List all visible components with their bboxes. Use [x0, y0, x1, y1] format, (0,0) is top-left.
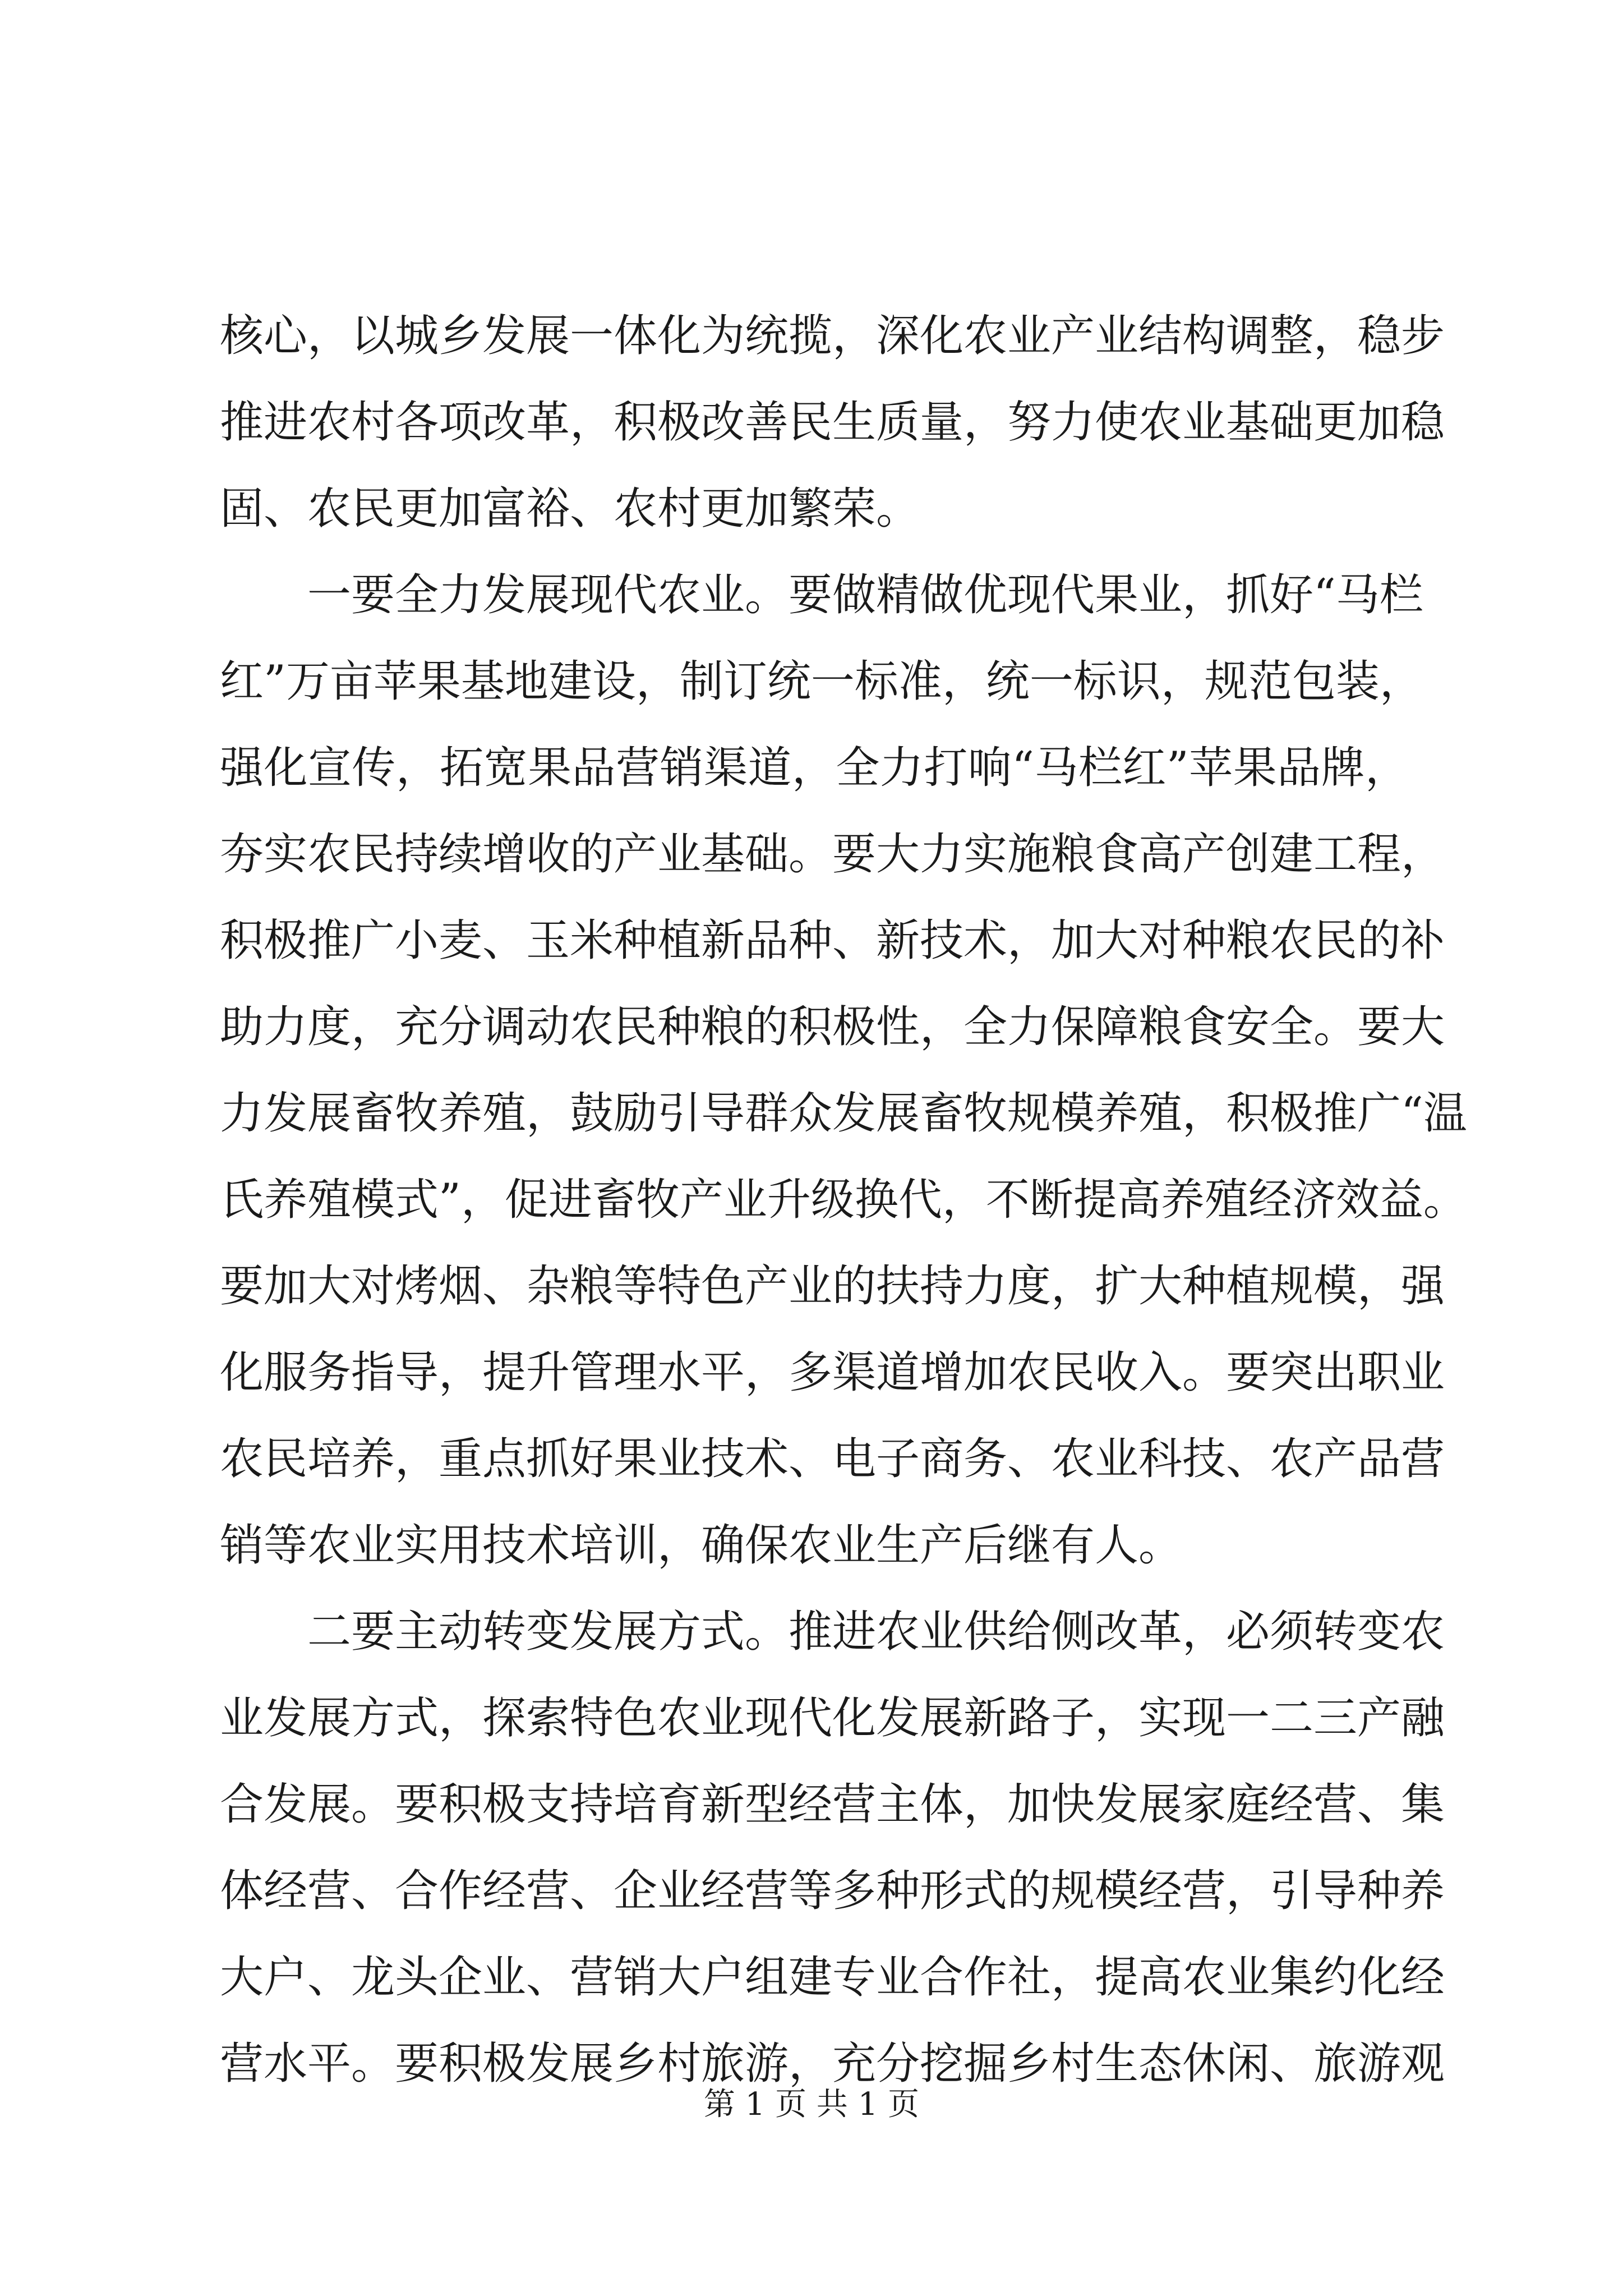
text-line: 氏养殖模式”，促进畜牧产业升级换代，不断提高养殖经济效益。 — [220, 1175, 1467, 1225]
text-line: 夯实农民持续增收的产业基础。要大力实施粮食高产创建工程， — [220, 829, 1445, 880]
text-line: 体经营、合作经营、企业经营等多种形式的规模经营，引导种养 — [220, 1866, 1445, 1916]
text-line: 农民培养，重点抓好果业技术、电子商务、农业科技、农产品营 — [220, 1434, 1445, 1484]
text-line: 化服务指导，提升管理水平，多渠道增加农民收入。要突出职业 — [220, 1347, 1445, 1398]
text-line: 合发展。要积极支持培育新型经营主体，加快发展家庭经营、集 — [220, 1779, 1445, 1830]
text-line: 红”万亩苹果基地建设，制订统一标准，统一标识，规范包装， — [220, 656, 1423, 707]
text-line: 要加大对烤烟、杂粮等特色产业的扶持力度，扩大种植规模，强 — [220, 1261, 1445, 1312]
text-line: 力发展畜牧养殖，鼓励引导群众发展畜牧规模养殖，积极推广“温 — [220, 1088, 1467, 1139]
text-line: 固、农民更加富裕、农村更加繁荣。 — [220, 484, 920, 534]
text-line: 一要全力发展现代农业。要做精做优现代果业，抓好“马栏 — [307, 570, 1423, 620]
text-line: 二要主动转变发展方式。推进农业供给侧改革，必须转变农 — [307, 1607, 1445, 1657]
text-line: 强化宣传，拓宽果品营销渠道，全力打响“马栏红”苹果品牌， — [220, 743, 1409, 793]
text-line: 积极推广小麦、玉米种植新品种、新技术，加大对种粮农民的补 — [220, 915, 1445, 966]
body-text — [220, 293, 1467, 2107]
text-line: 推进农村各项改革，积极改善民生质量，努力使农业基础更加稳 — [220, 397, 1445, 448]
page-footer: 第 1 页 共 1 页 — [703, 2086, 920, 2123]
text-line: 业发展方式，探索特色农业现代化发展新路子，实现一二三产融 — [220, 1693, 1445, 1743]
text-line: 营水平。要积极发展乡村旅游，充分挖掘乡村生态休闲、旅游观 — [220, 2039, 1445, 2089]
text-line: 大户、龙头企业、营销大户组建专业合作社，提高农业集约化经 — [220, 1952, 1445, 2003]
text-line: 销等农业实用技术培训，确保农业生产后继有人。 — [220, 1520, 1183, 1571]
text-line: 助力度，充分调动农民种粮的积极性，全力保障粮食安全。要大 — [220, 1002, 1445, 1052]
text-line: 核心，以城乡发展一体化为统揽，深化农业产业结构调整，稳步 — [220, 311, 1445, 361]
